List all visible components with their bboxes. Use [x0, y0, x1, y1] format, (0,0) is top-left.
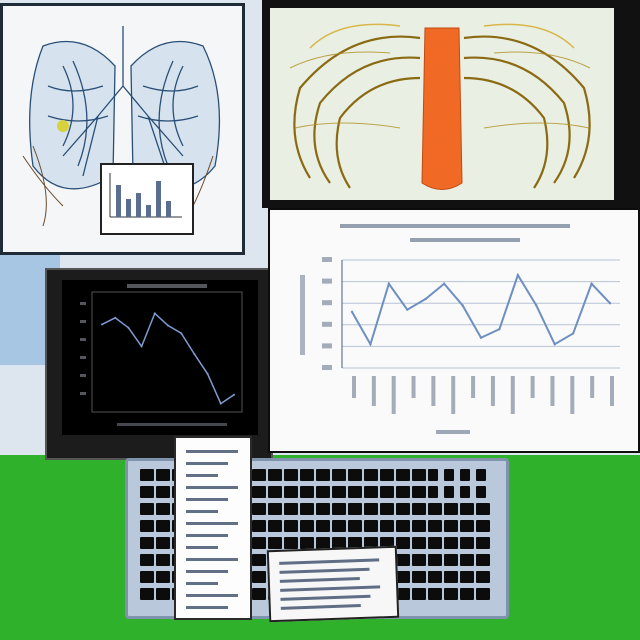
y-tick-label: [322, 343, 332, 348]
keyboard-key[interactable]: [444, 520, 458, 532]
keyboard-key[interactable]: [476, 469, 486, 481]
x-tick-label: [392, 376, 396, 414]
keyboard-key[interactable]: [316, 469, 330, 481]
keyboard-key[interactable]: [252, 520, 266, 532]
paper-text-line: [279, 558, 379, 564]
dark-point: [101, 323, 103, 325]
keyboard-key[interactable]: [348, 469, 362, 481]
dark-point: [207, 373, 209, 375]
dark-xlabel-scribble: [117, 423, 227, 426]
paper-text-line: [186, 570, 228, 573]
keyboard-key[interactable]: [412, 520, 426, 532]
keyboard-key[interactable]: [300, 486, 314, 498]
keyboard-key[interactable]: [476, 571, 490, 583]
keyboard-key[interactable]: [268, 537, 282, 549]
keyboard-key[interactable]: [268, 469, 282, 481]
white-point: [351, 311, 353, 313]
keyboard-key[interactable]: [412, 571, 426, 583]
keyboard-key[interactable]: [252, 588, 266, 600]
dark-series: [80, 284, 235, 426]
x-tick-label: [550, 376, 554, 406]
x-tick-label: [372, 376, 376, 406]
white-point: [406, 308, 408, 310]
white-chart-grid: [300, 257, 620, 370]
keyboard-key[interactable]: [444, 588, 458, 600]
keyboard-key[interactable]: [476, 554, 490, 566]
keyboard-key[interactable]: [476, 537, 490, 549]
dark-y-tick: [80, 320, 86, 323]
paper-text-line: [280, 568, 370, 574]
white-point: [425, 298, 427, 300]
keyboard-key[interactable]: [428, 571, 442, 583]
keyboard-key[interactable]: [156, 554, 170, 566]
dark-point: [127, 327, 129, 329]
dark-y-tick: [80, 392, 86, 395]
paper-text-line: [280, 585, 380, 591]
keyboard-key[interactable]: [396, 520, 410, 532]
keyboard-key[interactable]: [316, 520, 330, 532]
keyboard-key[interactable]: [156, 469, 170, 481]
white-series: [351, 274, 611, 346]
white-point: [590, 283, 592, 285]
y-tick-label: [322, 279, 332, 284]
keyboard-key[interactable]: [140, 588, 154, 600]
keyboard-key[interactable]: [412, 503, 426, 515]
keyboard-key[interactable]: [460, 469, 470, 481]
keyboard-key[interactable]: [140, 571, 154, 583]
keyboard-key[interactable]: [140, 520, 154, 532]
dark-point: [193, 353, 195, 355]
white-point: [388, 283, 390, 285]
keyboard-key[interactable]: [396, 537, 410, 549]
keyboard-key[interactable]: [252, 571, 266, 583]
keyboard-key[interactable]: [460, 503, 474, 515]
keyboard-key[interactable]: [348, 520, 362, 532]
keyboard-key[interactable]: [316, 486, 330, 498]
keyboard-key[interactable]: [428, 520, 442, 532]
keyboard-key[interactable]: [268, 503, 282, 515]
keyboard-key[interactable]: [332, 520, 346, 532]
keyboard-key[interactable]: [300, 520, 314, 532]
keyboard-key[interactable]: [428, 537, 442, 549]
dark-chart-svg: [62, 280, 258, 435]
paper-text-line: [186, 594, 238, 597]
keyboard-key[interactable]: [284, 537, 298, 549]
white-point: [480, 337, 482, 339]
keyboard-key[interactable]: [284, 503, 298, 515]
keyboard-key[interactable]: [300, 469, 314, 481]
keyboard-key[interactable]: [156, 588, 170, 600]
keyboard-key[interactable]: [428, 469, 438, 481]
paper-text-line: [186, 582, 218, 585]
x-tick-label: [590, 376, 594, 398]
keyboard-key[interactable]: [428, 554, 442, 566]
keyboard-key[interactable]: [252, 554, 266, 566]
keyboard-key[interactable]: [332, 469, 346, 481]
dark-y-tick: [80, 374, 86, 377]
keyboard-key[interactable]: [396, 571, 410, 583]
keyboard-key[interactable]: [364, 486, 378, 498]
keyboard-key[interactable]: [284, 469, 298, 481]
white-point: [461, 304, 463, 306]
x-tick-label: [431, 376, 435, 406]
dark-point: [167, 325, 169, 327]
keyboard-key[interactable]: [348, 503, 362, 515]
dark-point: [154, 312, 156, 314]
white-point: [517, 274, 519, 276]
paper-text-line: [186, 546, 218, 549]
keyboard-key[interactable]: [140, 469, 154, 481]
keyboard-key[interactable]: [364, 503, 378, 515]
keyboard-key[interactable]: [380, 486, 394, 498]
inset-bar-chart-card: [100, 163, 194, 235]
keyboard-key[interactable]: [268, 486, 282, 498]
paper-text-line: [280, 595, 370, 601]
x-axis-label-scribble: [436, 430, 470, 434]
keyboard-key[interactable]: [460, 520, 474, 532]
keyboard-key[interactable]: [476, 486, 486, 498]
keyboard-key[interactable]: [316, 503, 330, 515]
keyboard-key[interactable]: [156, 571, 170, 583]
keyboard-key[interactable]: [140, 537, 154, 549]
paper-text-line: [186, 450, 238, 453]
dark-plot-frame: [92, 292, 242, 412]
paper-text-line: [281, 604, 361, 610]
white-line-chart-panel: [268, 208, 640, 453]
keyboard-key[interactable]: [444, 503, 458, 515]
white-x-ticks: [352, 376, 614, 414]
keyboard-key[interactable]: [444, 486, 454, 498]
dark-point: [114, 317, 116, 319]
keyboard-key[interactable]: [364, 469, 378, 481]
paper-text-line: [186, 474, 218, 477]
paper-text-line: [280, 577, 360, 583]
keyboard-key[interactable]: [396, 503, 410, 515]
keyboard-key[interactable]: [412, 588, 426, 600]
dark-y-tick: [80, 338, 86, 341]
dark-point: [180, 332, 182, 334]
keyboard-key[interactable]: [396, 469, 410, 481]
keyboard-key[interactable]: [476, 503, 490, 515]
keyboard-key[interactable]: [268, 520, 282, 532]
x-tick-label: [570, 376, 574, 414]
keyboard-key[interactable]: [140, 486, 154, 498]
keyboard-key[interactable]: [252, 469, 266, 481]
keyboard-key[interactable]: [460, 571, 474, 583]
keyboard-key[interactable]: [444, 469, 454, 481]
keyboard-key[interactable]: [252, 537, 266, 549]
keyboard-key[interactable]: [444, 571, 458, 583]
x-tick-label: [511, 376, 515, 414]
keyboard-key[interactable]: [460, 486, 470, 498]
y-tick-label: [322, 257, 332, 262]
dark-point: [141, 345, 143, 347]
dark-y-tick: [80, 356, 86, 359]
keyboard-key[interactable]: [284, 486, 298, 498]
white-point: [572, 332, 574, 334]
keyboard-key[interactable]: [396, 486, 410, 498]
x-tick-label: [451, 376, 455, 414]
keyboard-key[interactable]: [380, 503, 394, 515]
x-tick-label: [352, 376, 356, 398]
paper-text-line: [186, 510, 218, 513]
y-tick-label: [322, 300, 332, 305]
y-tick-label: [322, 322, 332, 327]
keyboard-key[interactable]: [140, 503, 154, 515]
white-point: [554, 343, 556, 345]
keyboard-key[interactable]: [460, 537, 474, 549]
paper-document-tall: [174, 436, 252, 620]
y-tick-label: [322, 365, 332, 370]
keyboard-key[interactable]: [140, 554, 154, 566]
y-axis-label-scribble: [300, 275, 305, 355]
keyboard-key[interactable]: [364, 520, 378, 532]
dark-line-chart: [62, 280, 258, 435]
keyboard-key[interactable]: [156, 486, 170, 498]
keyboard-key[interactable]: [412, 486, 426, 498]
white-point: [369, 343, 371, 345]
dark-series-line: [102, 313, 234, 403]
keyboard-key[interactable]: [428, 588, 442, 600]
white-point: [609, 302, 611, 304]
keyboard-key[interactable]: [396, 554, 410, 566]
white-series-line: [352, 275, 610, 344]
x-tick-label: [610, 376, 614, 406]
keyboard-key[interactable]: [460, 588, 474, 600]
keyboard-key[interactable]: [300, 537, 314, 549]
keyboard-key[interactable]: [332, 503, 346, 515]
white-point: [535, 304, 537, 306]
dark-y-tick: [80, 302, 86, 305]
keyboard-key[interactable]: [412, 469, 426, 481]
ribcage-illustration-screen: [270, 8, 614, 200]
paper-text-line: [186, 498, 228, 501]
dark-point: [220, 403, 222, 405]
keyboard-key[interactable]: [156, 520, 170, 532]
keyboard-key[interactable]: [412, 554, 426, 566]
white-chart-svg: [270, 210, 638, 451]
paper-text-line: [186, 486, 238, 489]
keyboard-key[interactable]: [428, 503, 442, 515]
keyboard-key[interactable]: [476, 588, 490, 600]
keyboard-key[interactable]: [380, 469, 394, 481]
paper-text-line: [186, 606, 228, 609]
keyboard-key[interactable]: [444, 537, 458, 549]
x-tick-label: [531, 376, 535, 398]
keyboard-key[interactable]: [348, 486, 362, 498]
keyboard-key[interactable]: [460, 554, 474, 566]
white-point: [498, 328, 500, 330]
dark-point: [233, 394, 235, 396]
keyboard-key[interactable]: [332, 486, 346, 498]
keyboard-key[interactable]: [412, 537, 426, 549]
keyboard-key[interactable]: [252, 503, 266, 515]
ribcage-illustration: [270, 8, 614, 200]
paper-text-line: [186, 558, 238, 561]
dark-title-scribble: [127, 284, 207, 288]
keyboard-key[interactable]: [476, 520, 490, 532]
white-point: [443, 283, 445, 285]
paper-text-line: [186, 522, 238, 525]
keyboard-key[interactable]: [300, 503, 314, 515]
keyboard-key[interactable]: [156, 503, 170, 515]
mini-bar-chart: [102, 165, 188, 229]
paper-text-line: [186, 462, 228, 465]
keyboard-key[interactable]: [428, 486, 438, 498]
paper-text-line: [186, 534, 228, 537]
keyboard-key[interactable]: [284, 520, 298, 532]
keyboard-key[interactable]: [252, 486, 266, 498]
keyboard-key[interactable]: [156, 537, 170, 549]
keyboard-key[interactable]: [380, 520, 394, 532]
x-tick-label: [412, 376, 416, 398]
paper-note: [267, 546, 399, 622]
x-tick-label: [471, 376, 475, 398]
x-tick-label: [491, 376, 495, 406]
keyboard-key[interactable]: [444, 554, 458, 566]
